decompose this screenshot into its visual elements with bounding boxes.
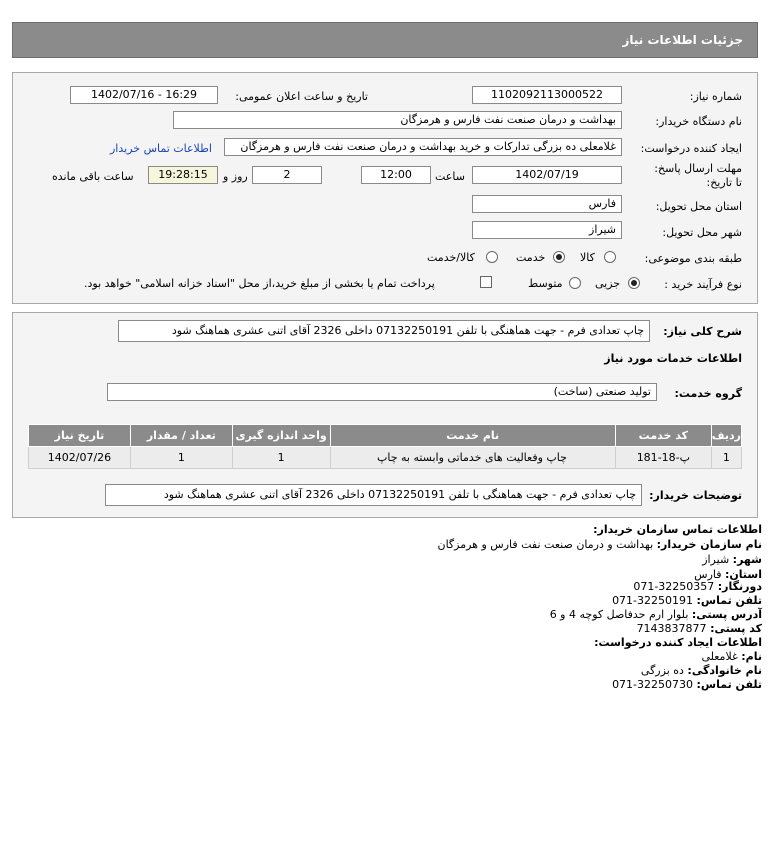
category-goods-service-label: کالا/خدمت: [427, 251, 475, 264]
page-header: [12, 22, 758, 58]
cell-date: 1402/07/26: [29, 447, 131, 469]
buyer-notes-label: توضیحات خریدار:: [649, 489, 742, 502]
process-medium-label: متوسط: [528, 277, 563, 290]
city-field: شیراز: [472, 221, 622, 239]
cell-qty: 1: [130, 447, 232, 469]
cell-unit: 1: [232, 447, 330, 469]
need-number-field: 1102092113000522: [472, 86, 622, 104]
services-table: [28, 424, 742, 469]
remaining-label: ساعت باقی مانده: [52, 170, 134, 183]
col-unit: واحد اندازه گیری: [232, 425, 330, 447]
description-label: شرح کلی نیاز:: [663, 325, 742, 338]
process-label: نوع فرآیند خرید :: [664, 278, 742, 291]
contact-title: اطلاعات تماس سازمان خریدار:: [593, 523, 762, 536]
buyer-org-field: بهداشت و درمان صنعت نفت فارس و هرمزگان: [173, 111, 622, 129]
creator-family: نام خانوادگی: ده بزرگی: [640, 664, 762, 677]
process-minor-label: جزیی: [595, 277, 621, 290]
cell-name: چاپ وفعالیت های خدماتی وابسته به چاپ: [330, 447, 615, 469]
announce-label: تاریخ و ساعت اعلان عمومی:: [235, 90, 368, 103]
treasury-payment-checkbox[interactable]: [480, 276, 492, 288]
deadline-time-field: 12:00: [361, 166, 431, 184]
table-row: [29, 447, 742, 469]
contact-postal: کد پستی: 7143837877: [636, 622, 762, 635]
creator-phone: تلفن تماس: 071-32250730: [612, 678, 762, 691]
col-date: تاریخ نیاز: [29, 425, 131, 447]
creator-title: اطلاعات ایجاد کننده درخواست:: [594, 636, 762, 649]
service-group-field: تولید صنعتی (ساخت): [107, 383, 657, 401]
creator-name: نام: غلامعلی: [701, 650, 762, 663]
services-table-header: [29, 425, 742, 447]
contact-fax: دورنگار: 071-32250357: [633, 580, 762, 593]
need-number-label: شماره نیاز:: [689, 90, 742, 103]
process-minor-radio[interactable]: [628, 277, 640, 289]
contact-address: آدرس پستی: بلوار ارم حدفاصل کوچه 4 و 6: [549, 608, 762, 621]
col-qty: تعداد / مقدار: [130, 425, 232, 447]
category-goods-radio[interactable]: [604, 251, 616, 263]
page-title: جزئیات اطلاعات نیاز: [622, 33, 743, 47]
contact-phone: تلفن تماس: 071-32250191: [612, 594, 762, 607]
category-goods-service-radio[interactable]: [486, 251, 498, 263]
category-service-radio[interactable]: [553, 251, 565, 263]
col-row: ردیف: [711, 425, 741, 447]
remaining-time-field: 19:28:15: [148, 166, 218, 184]
description-field: چاپ تعدادی فرم - جهت هماهنگی با تلفن 07132250191 داخلی 2326 آقای اتنی عشری هماهنگ شود: [118, 320, 650, 342]
days-field: 2: [252, 166, 322, 184]
treasury-payment-note: پرداخت تمام یا بخشی از مبلغ خرید،از محل "اسناد خزانه اسلامی" خواهد بود.: [84, 277, 435, 290]
cell-code: پ-18-181: [615, 447, 711, 469]
deadline-time-label: ساعت: [435, 170, 465, 183]
contact-province: استان: فارس: [694, 568, 762, 581]
col-name: نام خدمت: [330, 425, 615, 447]
service-group-label: گروه خدمت:: [674, 387, 742, 400]
col-code: کد خدمت: [615, 425, 711, 447]
category-label: طبقه بندی موضوعی:: [644, 252, 742, 265]
need-info-panel: [12, 72, 758, 304]
buyer-notes-field: چاپ تعدادی فرم - جهت هماهنگی با تلفن 07132250191 داخلی 2326 آقای اتنی عشری هماهنگ شود: [105, 484, 642, 506]
creator-field: غلامعلی ده بزرگی تدارکات و خرید بهداشت و درمان صنعت نفت فارس و هرمزگان: [224, 138, 622, 156]
category-service-label: خدمت: [516, 251, 546, 264]
services-section-title: اطلاعات خدمات مورد نیاز: [604, 352, 742, 365]
contact-city: شهر: شیراز: [702, 553, 762, 566]
deadline-label: مهلت ارسال پاسخ: تا تاریخ:: [654, 162, 742, 189]
city-label: شهر محل تحویل:: [662, 226, 742, 239]
category-goods-label: کالا: [580, 251, 595, 264]
cell-row: 1: [711, 447, 741, 469]
province-label: استان محل تحویل:: [655, 200, 742, 213]
contact-org: نام سازمان خریدار: بهداشت و درمان صنعت نفت فارس و هرمزگان: [437, 538, 762, 551]
province-field: فارس: [472, 195, 622, 213]
days-label: روز و: [223, 170, 248, 183]
buyer-contact-link[interactable]: اطلاعات تماس خریدار: [110, 142, 212, 155]
deadline-date-field: 1402/07/19: [472, 166, 622, 184]
process-medium-radio[interactable]: [569, 277, 581, 289]
buyer-org-label: نام دستگاه خریدار:: [655, 115, 742, 128]
creator-label: ایجاد کننده درخواست:: [640, 142, 742, 155]
announce-field: 1402/07/16 - 16:29: [70, 86, 218, 104]
